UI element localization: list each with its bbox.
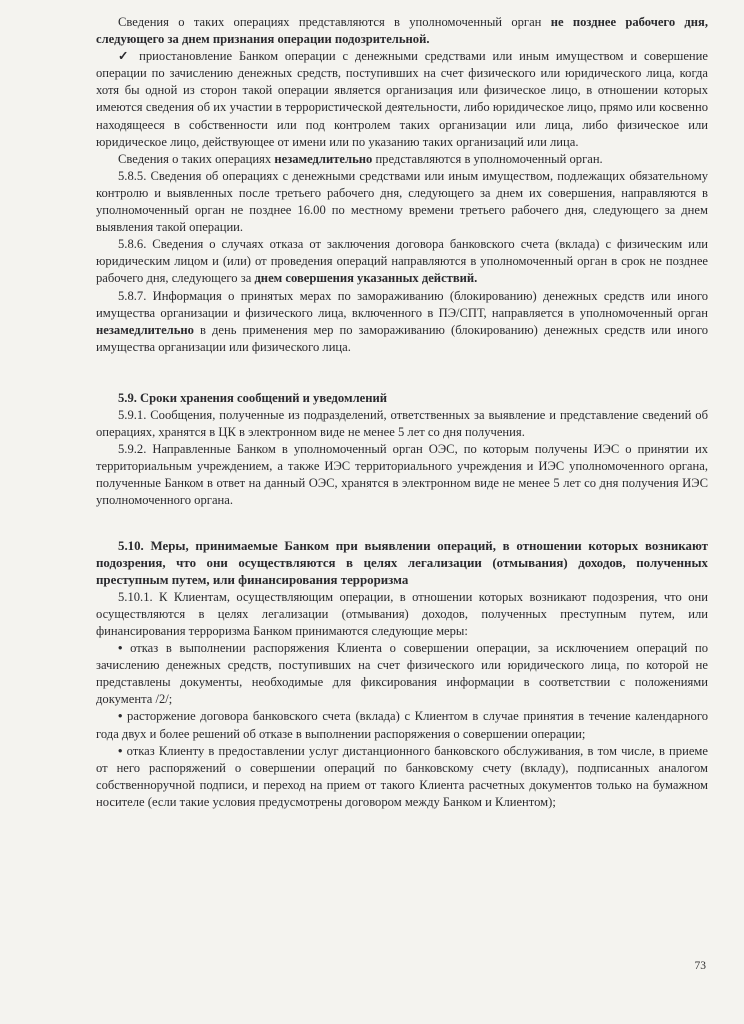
paragraph-text: приостановление Банком операции с денежными средствами или иным имуществом и совершение операции по зачислению денежных средств, поступивших на счет физического или юридического лица, когда хотя бы одной из сторон такой операции является организация или физическое лицо, в отношении которых имеются сведения об их участии в террористической деятельности, либо юридическое лицо, прямо или косвенно находящееся в собственности или под контролем таких организации или лица, либо физическое или юридическое лицо, действующее от имени или по указанию таких организаций или лица. xyxy=(96,49,708,149)
bullet-text: отказ Клиенту в предоставлении услуг дистанционного банковского обслуживания, в том числе, в приеме от него распоряжений о совершении операций по банковскому счету (вкладу), подписанных аналогом собственноручной подписи, и переход на прием от такого Клиента расчетных документов только на бумажном носителе (если такие условия предусмотрены договором между Банком и Клиентом); xyxy=(96,743,708,809)
bullet-text: отказ в выполнении распоряжения Клиента о совершении операции, за исключением операций по зачислению денежных средств, поступивших на счет физического или юридического лица, по которой не представлены документы, необходимые для фиксирования информации в соответствии с положениями документа /2/; xyxy=(96,641,708,707)
paragraph-5-10-1: 5.10.1. К Клиентам, осуществляющим операции, в отношении которых возникают подозрения, что они осуществляются в целях легализации (отмывания) доходов, полученных преступным путем, или финансирования терроризма Банком принимаются следующие меры: xyxy=(96,589,708,638)
paragraph-5-8-6 xyxy=(96,236,708,287)
paragraph-text: в день применения мер по замораживанию (блокированию) денежных средств или иного имущества организации или физического лица. xyxy=(96,322,708,354)
paragraph-operations-deadline xyxy=(96,14,708,48)
bullet-item-refusal xyxy=(96,640,708,708)
bullet-item-termination xyxy=(96,708,708,742)
bullet-icon: • xyxy=(118,709,123,724)
paragraph-bold-text: не позднее рабочего дня, следующего за днем признания операции подозрительной. xyxy=(96,15,709,47)
paragraph-immediate xyxy=(96,151,708,168)
paragraph-text: Сведения о таких операциях представляются в уполномоченный орган xyxy=(118,15,551,29)
bullet-text: расторжение договора банковского счета (вклада) с Клиентом в случае принятия в течение календарного года двух и более решений об отказе в выполнении распоряжения о совершении операции; xyxy=(96,709,708,741)
paragraph-5-9-2: 5.9.2. Направленные Банком в уполномоченный орган ОЭС, по которым получены ИЭС о принятии их территориальным учреждением, а также ИЭС территориального учреждения и ИЭС уполномоченного органа, полученные Банком в ответ на данный ОЭС, хранятся в электронном виде не менее 5 лет со дня получения ИЭС уполномоченного органа. xyxy=(96,442,708,508)
paragraph-bold-text: днем совершения указанных действий. xyxy=(254,271,478,286)
section-heading-5-10: 5.10. Меры, принимаемые Банком при выявлении операций, в отношении которых возникают подозрения, что они осуществляются в целях легализации (отмывания) доходов, полученных преступным путем, или финансирования терроризма xyxy=(96,538,708,587)
page-number: 73 xyxy=(694,960,706,972)
section-heading-5-9: 5.9. Сроки хранения сообщений и уведомлений xyxy=(118,390,387,405)
paragraph-5-9-1: 5.9.1. Сообщения, полученные из подразделений, ответственных за выявление и представление сведений об операциях, хранятся в ЦК в электронном виде не менее 5 лет со дня получения. xyxy=(96,407,708,440)
spacer xyxy=(96,510,708,538)
paragraph-5-8-5: 5.8.5. Сведения об операциях с денежными средствами или иным имуществом, подлежащих обязательному контролю и выявленных после третьего рабочего дня, следующего за днем их совершения, направляются в уполномоченный орган не позднее 16.00 по местному времени третьего рабочего дня, следующего за днем выявления такой операции. xyxy=(96,168,708,235)
paragraph-text: 5.8.7. Информация о принятых мерах по замораживанию (блокированию) денежных средств или иного имущества организации и физического лица, включенного в ПЭ/СПТ, направляется в уполномоченный орган xyxy=(96,288,708,320)
paragraph-text: Сведения о таких операциях xyxy=(118,151,275,166)
bullet-item-remote-service xyxy=(96,743,708,811)
paragraph-5-8-7 xyxy=(96,288,708,356)
checkmark-icon: ✓ xyxy=(118,49,133,64)
paragraph-text: представляются в уполномоченный орган. xyxy=(372,151,603,166)
spacer xyxy=(96,356,708,390)
paragraph-bold-text: незамедлительно xyxy=(96,322,194,337)
paragraph-text: 5.8.6. Сведения о случаях отказа от заключения договора банковского счета (вклада) с физическим или юридическим лицом и (или) от проведения операций направляются в уполномоченный орган в срок не позднее рабочего дня, следующего за xyxy=(96,237,708,286)
bullet-icon: • xyxy=(118,743,123,758)
paragraph-bold-text: незамедлительно xyxy=(274,151,373,166)
paragraph-suspension xyxy=(96,48,708,151)
bullet-icon: • xyxy=(118,641,123,656)
